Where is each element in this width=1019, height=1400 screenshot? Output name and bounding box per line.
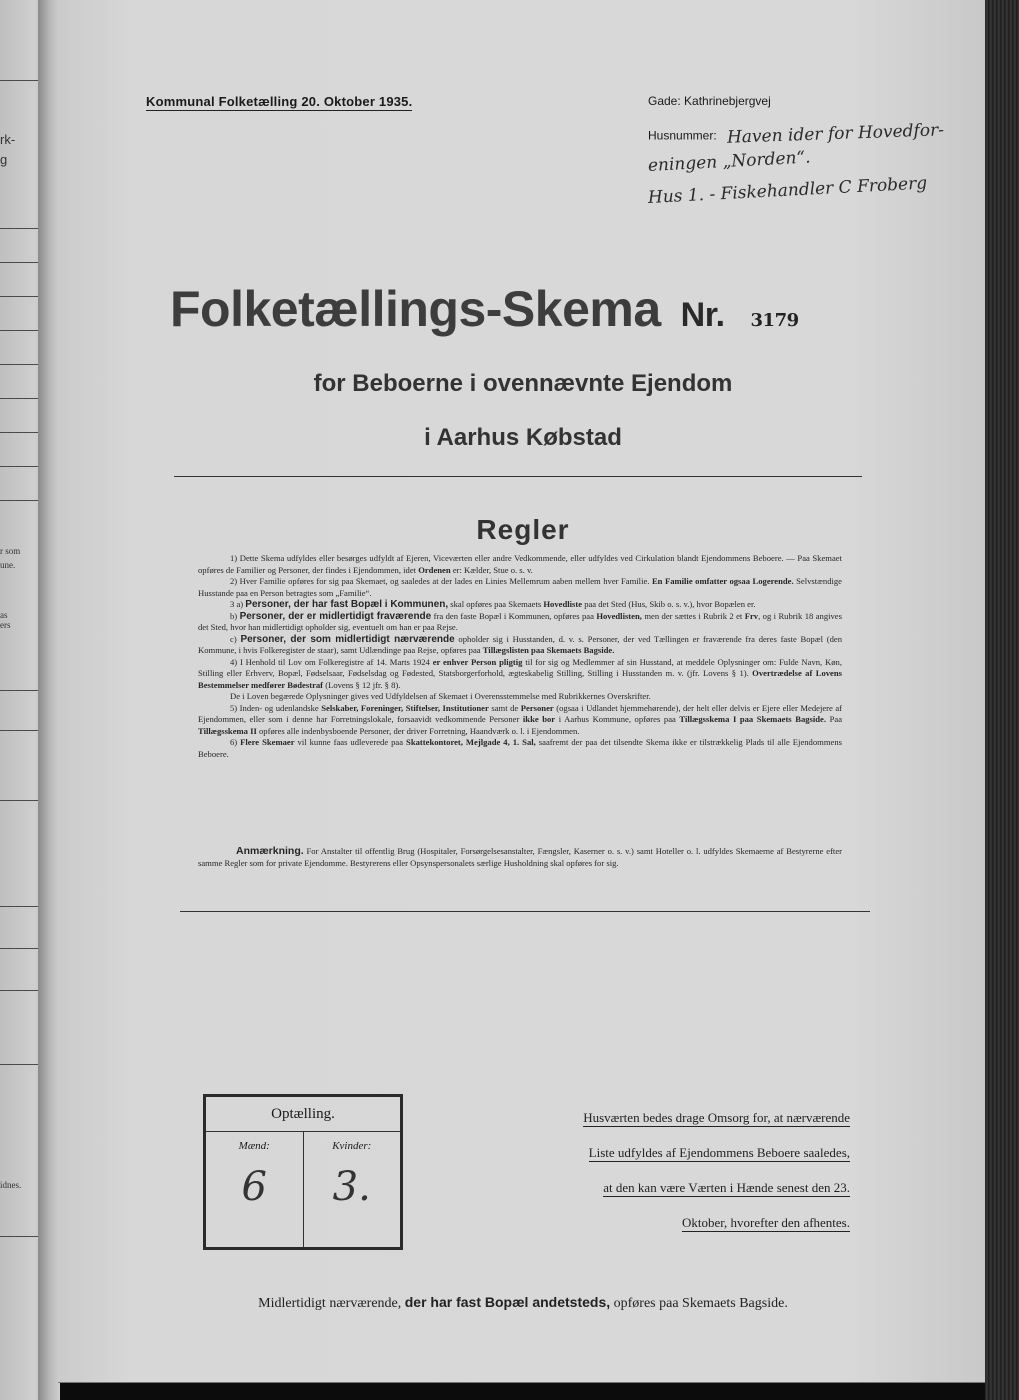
rule-4-note: De i Loven begærede Oplysninger gives ved Udfyldelsen af Skemaet i Overensstemmelse med Rubrikkernes Overskrifter. (230, 691, 651, 701)
form-subtitle: for Beboerne i ovennævnte Ejendom (313, 370, 733, 397)
host-notice-line: Oktober, hvorefter den afhentes. (681, 1215, 850, 1230)
form-title (170, 280, 799, 338)
husnummer-handwritten-line: Hus 1. - Fiskehandler C Froberg (647, 173, 928, 208)
left-page-rule (0, 80, 40, 81)
gade-value: Kathrinebjergvej (684, 94, 771, 108)
host-notice-line: at den kan være Værten i Hænde senest den 23. (603, 1180, 850, 1195)
rule-2: 2) Hver Familie opføres for sig paa Skemaet, og saaledes at der lades en Linies Mellemrum aaben mellem hver Familie. En Familie omfatter ogsaa Logerende. Selvstændige Husstande paa en Person betragtes som „Familie“. (198, 576, 842, 598)
rule-4: 4) I Henhold til Lov om Folkeregistre af 14. Marts 1924 er enhver Person pligtig til for sig og Medlemmer af sin Husstand, at meddele Oplysninger om: Fulde Navn, Køn, Stilling eller Erhverv, Bopæl, Fødselsaar, Fødselsdag og Fødested, Statsborgerforhold, ægteskabelig Stilling, Stilling i Husstanden m. v. (jfr. Lovens § 1). Overtrædelse af Lovens Bestemmelser medfører Bødestraf (Lovens § 12 jfr. § 8). (198, 656, 842, 690)
husnummer-handwritten-line: Haven ider for Hovedfor- (726, 120, 944, 148)
count-men-column (206, 1132, 303, 1248)
count-men-label: Mænd: (238, 1140, 270, 1152)
count-women-column (303, 1132, 401, 1248)
count-women-label: Kvinder: (332, 1140, 372, 1152)
rules-heading: Regler (476, 514, 570, 545)
left-page-rule (0, 330, 40, 331)
count-title: Optælling. (206, 1097, 400, 1132)
host-notice-line: Husværten bedes drage Omsorg for, at nærværende (583, 1110, 850, 1125)
left-page-rule (0, 948, 40, 949)
form-subtitle-city: i Aarhus Købstad (424, 424, 622, 451)
left-page-rule (0, 296, 40, 297)
left-page-rule (0, 800, 40, 801)
left-page-rule (0, 690, 40, 691)
left-page-rule (0, 990, 40, 991)
gade-label: Gade: (648, 94, 681, 108)
annotation (198, 846, 842, 869)
left-page-rule (0, 730, 40, 731)
book-gutter (38, 0, 60, 1400)
husnummer-field (647, 120, 968, 208)
left-page-fragment: g (0, 152, 8, 167)
count-box (203, 1094, 403, 1250)
left-page-fragment: idnes. (0, 1180, 22, 1190)
form-nr-label: Nr. (680, 296, 725, 334)
rule-3b: b) Personer, der er midlertidigt fraværende fra den faste Bopæl i Kommunen, opføres paa Hovedlisten, men der sættes i Rubrik 2 et Frv, og i Rubrik 18 angives det Sted, hvor han midlertidigt opholder sig, eventuelt om han er paa Rejse. (198, 610, 842, 632)
divider (180, 911, 870, 912)
left-page-rule (0, 466, 40, 467)
form-number: 3179 (750, 310, 799, 331)
left-page-fragment: rk- (0, 132, 16, 147)
left-page-fragment: ers (0, 620, 11, 630)
rule-1: 1) Dette Skema udfyldes eller besørges udfyldt af Ejeren, Viceværten eller andre Vedkommende, eller udfyldes ved Cirkulation blandt Ejendommens Beboere. — Paa Skemaet opføres de Familier og Personer, der findes i Ejendommen, idet Ordenen er: Kælder, Stue o. s. v. (198, 553, 842, 575)
left-page-rule (0, 1236, 40, 1237)
left-page-rule (0, 906, 40, 907)
husnummer-label: Husnummer: (648, 128, 717, 143)
host-notice (510, 1100, 850, 1240)
left-page-rule (0, 500, 40, 501)
left-page-rule (0, 432, 40, 433)
rule-3c: c) Personer, der som midlertidigt nærværende opholder sig i Husstanden, d. v. s. Personer, der ved Tællingen er fraværende fra deres faste Bopæl (den Kommune, i hvis Folkeregister de staar), samt Udlændinge paa Rejse, opføres paa Tillægslisten paa Skemaets Bagside. (198, 633, 842, 655)
left-page-fragment: une. (0, 560, 16, 570)
gade-field (648, 94, 771, 108)
left-page-rule (0, 398, 40, 399)
left-page-rule (0, 262, 40, 263)
rule-3a: 3 a) Personer, der har fast Bopæl i Kommunen, skal opføres paa Skemaets Hovedliste paa det Sted (Hus, Skib o. s. v.), hvor Bopælen er. (230, 599, 756, 610)
annotation-text: For Anstalter til offentlig Brug (Hospitaler, Forsørgelsesanstalter, Fængsler, Kaserner o. s. v.) samt Hoteller o. l. udfyldes Skemaerne af Bestyrerne efter samme Regler som for private Ejendomme. Bestyrerens eller Opsynspersonalets særlige Husholdning skal opføres for sig. (198, 846, 843, 868)
footer-note: Midlertidigt nærværende, der har fast Bopæl andetsteds, opføres paa Skemaets Bagside. (258, 1294, 788, 1311)
left-page-rule (0, 364, 40, 365)
form-title-main: Folketællings-Skema (170, 281, 661, 337)
annotation-heading: Anmærkning. (236, 845, 304, 857)
count-women-value: 3. (332, 1164, 371, 1210)
husnummer-handwritten-line: eningen „Norden“. (647, 147, 812, 176)
left-page-rule (0, 228, 40, 229)
left-page-fragment: as (0, 610, 8, 620)
count-men-value: 6 (241, 1164, 267, 1210)
rule-6: 6) Flere Skemaer vil kunne faas udleverede paa Skattekontoret, Mejlgade 4, 1. Sal, saafremt der paa det tilsendte Skema ikke er tilstrækkelig Plads til alle Ejendommens Beboere. (198, 737, 842, 759)
census-line: Kommunal Folketælling 20. Oktober 1935. (146, 94, 413, 109)
page-stack-edge (985, 0, 1019, 1400)
rules-text (198, 553, 842, 760)
left-page-fragment: r som (0, 546, 21, 556)
left-page-rule (0, 1064, 40, 1065)
host-notice-line: Liste udfyldes af Ejendommens Beboere saaledes, (588, 1145, 850, 1160)
divider (174, 476, 862, 477)
census-form-page (58, 0, 988, 1383)
rule-5: 5) Inden- og udenlandske Selskaber, Foreninger, Stiftelser, Institutioner samt de Personer (ogsaa i Udlandet hjemmehørende), der helt eller delvis er Ejere eller Medejere af Ejendommen, eller som i denne har Forretningslokale, forsaavidt vedkommende Personer ikke bor i Aarhus Kommune, opføres paa Tillægsskema I paa Skemaets Bagside. Paa Tillægsskema II opføres alle indenbysboende Personer, der driver Forretning, Haandværk o. l. i Ejendommen. (198, 702, 843, 736)
